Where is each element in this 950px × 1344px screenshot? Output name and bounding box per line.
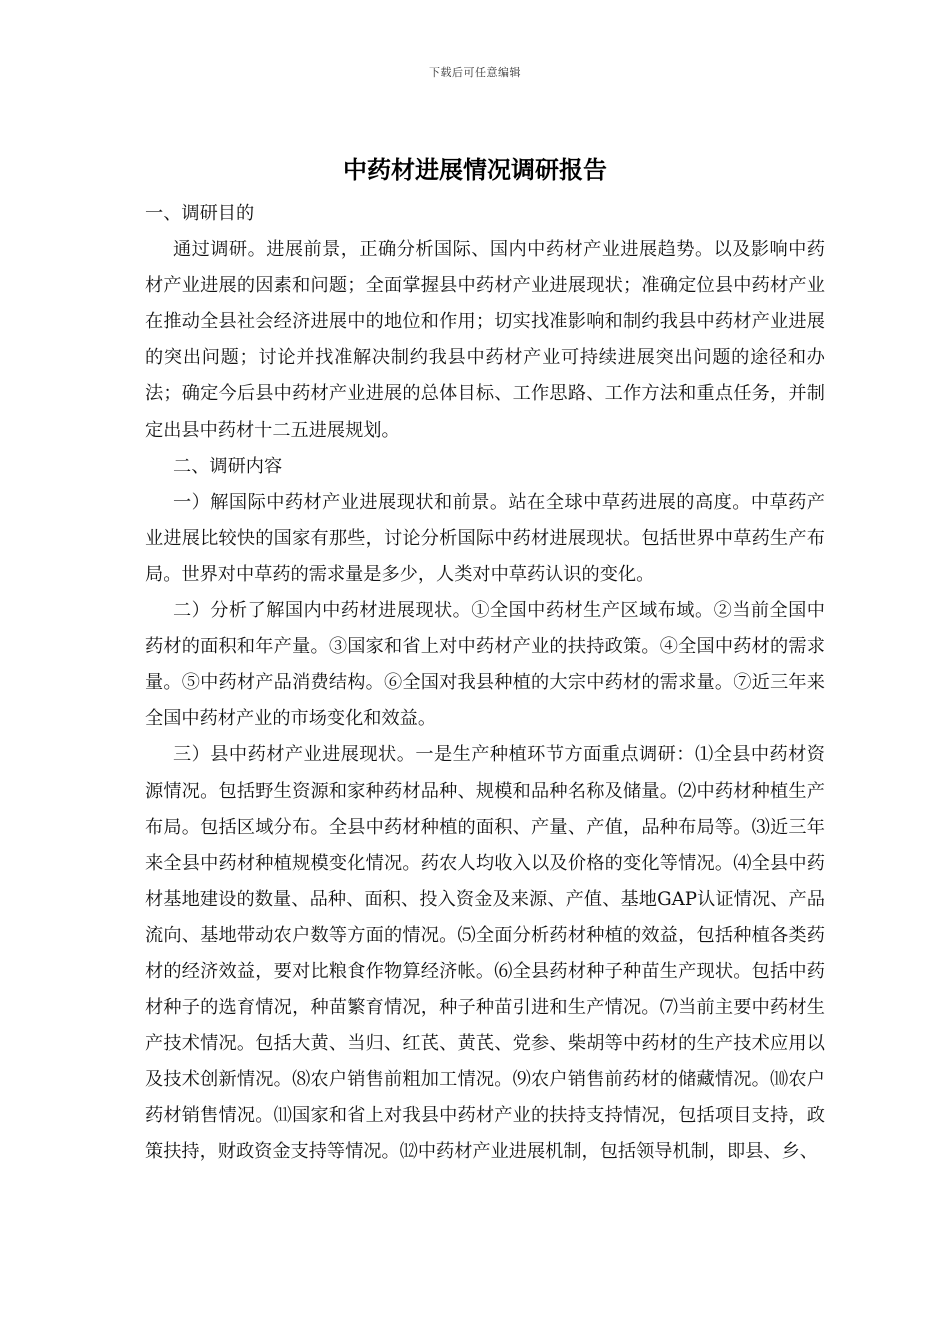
section-heading: 二、调研内容 xyxy=(173,455,283,477)
section-heading: 一、调研目的 xyxy=(145,203,255,224)
paragraph: 三）县中药材产业进展现状。一是生产种植环节方面重点调研：⑴全县中药材资源情况。包括野生资源和家种药材品种、规模和品种名称及储量。⑵中药材种植生产布局。包括区域分布。全县中药材种植的面积、产量、产值，品种布局等。⑶近三年来全县中药材种植规模变化情况。药农人均收入以及价格的变化等情况。⑷全县中药材基地建设的数量、品种、面积、投入资金及来源、产值、基地GAP认证情况、产品流向、基地带动农户数等方面的情况。⑸全面分析药材种植的效益，包括种植各类药材的经济效益，要对比粮食作物算经济帐。⑹全县药材种子种苗生产现状。包括中药材种子的选育情况，种苗繁育情况，种子种苗引进和生产情况。⑺当前主要中药材生产技术情况。包括大黄、当归、红芪、黄芪、党参、柴胡等中药材的生产技术应用以及技术创新情况。⑻农户销售前粗加工情况。⑼农户销售前药材的储藏情况。⑽农户药材销售情况。⑾国家和省上对我县中药材产业的扶持支持情况，包括项目支持，政策扶持，财政资金支持等情况。⑿中药材产业进展机制，包括领导机制，即县、乡、 xyxy=(145,744,825,1163)
paragraph: 一）解国际中药材产业进展现状和前景。站在全球中草药进展的高度。中草药产业进展比较快的国家有那些，讨论分析国际中药材进展现状。包括世界中草药生产布局。世界对中草药的需求量是多少，人类对中草药认识的变化。 xyxy=(145,491,825,585)
paragraph: 通过调研。进展前景，正确分析国际、国内中药材产业进展趋势。以及影响中药材产业进展的因素和问题；全面掌握县中药材产业进展现状；准确定位县中药材产业在推动全县社会经济进展中的地位和作用；切实找准影响和制约我县中药材产业进展的突出问题；讨论并找准解决制约我县中药材产业可持续进展突出问题的途径和办法；确定今后县中药材产业进展的总体目标、工作思路、工作方法和重点任务，并制定出县中药材十二五进展规划。 xyxy=(145,239,825,441)
header-note: 下载后可任意编辑 xyxy=(429,66,521,79)
document-body xyxy=(145,196,825,1171)
paragraph: 二）分析了解国内中药材进展现状。①全国中药材生产区域布域。②当前全国中药材的面积和年产量。③国家和省上对中药材产业的扶持政策。④全国中药材的需求量。⑤中药材产品消费结构。⑥全国对我县种植的大宗中药材的需求量。⑦近三年来全国中药材产业的市场变化和效益。 xyxy=(145,600,825,730)
document-title: 中药材进展情况调研报告 xyxy=(343,155,607,184)
